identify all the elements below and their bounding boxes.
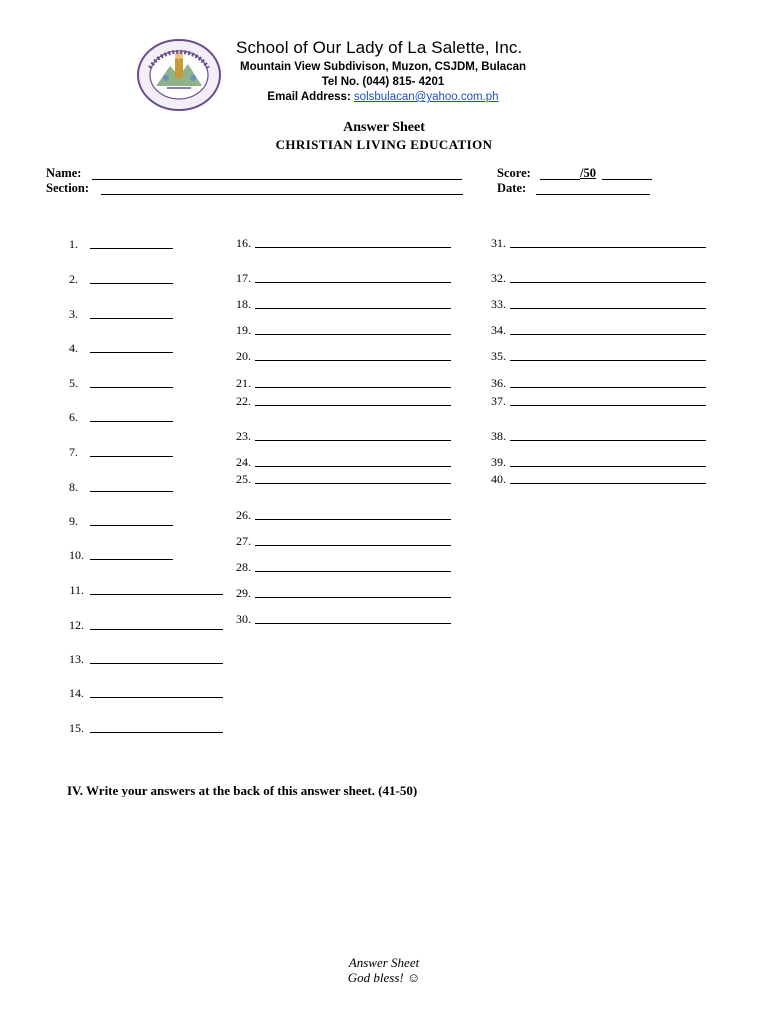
answer-line[interactable] <box>255 387 451 388</box>
email-label: Email Address: <box>267 91 354 103</box>
subject-title: CHRISTIAN LIVING EDUCATION <box>275 137 493 152</box>
date-field[interactable] <box>536 194 650 195</box>
score-field[interactable] <box>540 179 580 180</box>
answer-line[interactable] <box>90 456 173 457</box>
email-link[interactable]: solsbulacan@yahoo.com.ph <box>353 91 499 103</box>
answer-line[interactable] <box>255 483 451 484</box>
answer-line[interactable] <box>90 629 223 630</box>
school-address: Mountain View Subdivison, Muzon, CSJDM, Bulacan <box>239 61 527 73</box>
answer-line[interactable] <box>510 440 706 441</box>
answer-line[interactable] <box>510 466 706 467</box>
answer-line[interactable] <box>90 283 173 284</box>
answer-line[interactable] <box>255 623 451 624</box>
section-field[interactable] <box>101 194 463 195</box>
answer-line[interactable] <box>90 525 173 526</box>
answer-line[interactable] <box>510 247 706 248</box>
answer-line[interactable] <box>255 282 451 283</box>
answer-line[interactable] <box>510 405 706 406</box>
answer-line[interactable] <box>90 248 173 249</box>
answer-line[interactable] <box>90 352 173 353</box>
answer-line[interactable] <box>90 387 173 388</box>
name-label: Name: <box>46 166 82 180</box>
answer-line[interactable] <box>90 421 173 422</box>
school-telephone: Tel No. (044) 815- 4201 <box>321 76 445 88</box>
answer-line[interactable] <box>90 594 223 595</box>
answer-line[interactable] <box>255 247 451 248</box>
answer-line[interactable] <box>510 360 706 361</box>
answer-line[interactable] <box>255 571 451 572</box>
answer-line[interactable] <box>90 318 173 319</box>
answer-line[interactable] <box>255 519 451 520</box>
answer-line[interactable] <box>510 483 706 484</box>
school-email-line <box>183 91 583 103</box>
answer-line[interactable] <box>255 545 451 546</box>
school-name: School of Our Lady of La Salette, Inc. <box>236 38 523 57</box>
answer-line[interactable] <box>255 308 451 309</box>
answer-line[interactable] <box>90 663 223 664</box>
answer-line[interactable] <box>510 334 706 335</box>
answer-line[interactable] <box>90 491 173 492</box>
answer-line[interactable] <box>255 597 451 598</box>
answer-line[interactable] <box>90 732 223 733</box>
answer-line[interactable] <box>255 440 451 441</box>
date-label: Date: <box>497 181 527 195</box>
name-field[interactable] <box>92 179 462 180</box>
answer-line[interactable] <box>510 387 706 388</box>
score-label: Score: <box>497 166 531 180</box>
answer-line[interactable] <box>510 308 706 309</box>
answer-line[interactable] <box>510 282 706 283</box>
answer-line[interactable] <box>255 360 451 361</box>
instruction-text: IV. Write your answers at the back of this answer sheet. (41-50) <box>67 783 418 797</box>
footer-god-bless: God bless! ☺ <box>347 970 421 985</box>
section-label: Section: <box>46 181 90 195</box>
answer-line[interactable] <box>255 405 451 406</box>
score-underline <box>602 179 652 180</box>
score-total: /50 <box>580 166 596 180</box>
sheet-title: Answer Sheet <box>343 120 425 135</box>
answer-line[interactable] <box>255 466 451 467</box>
answer-line[interactable] <box>90 697 223 698</box>
answer-line[interactable] <box>255 334 451 335</box>
answer-line[interactable] <box>90 559 173 560</box>
footer-answer-sheet: Answer Sheet <box>348 955 420 970</box>
